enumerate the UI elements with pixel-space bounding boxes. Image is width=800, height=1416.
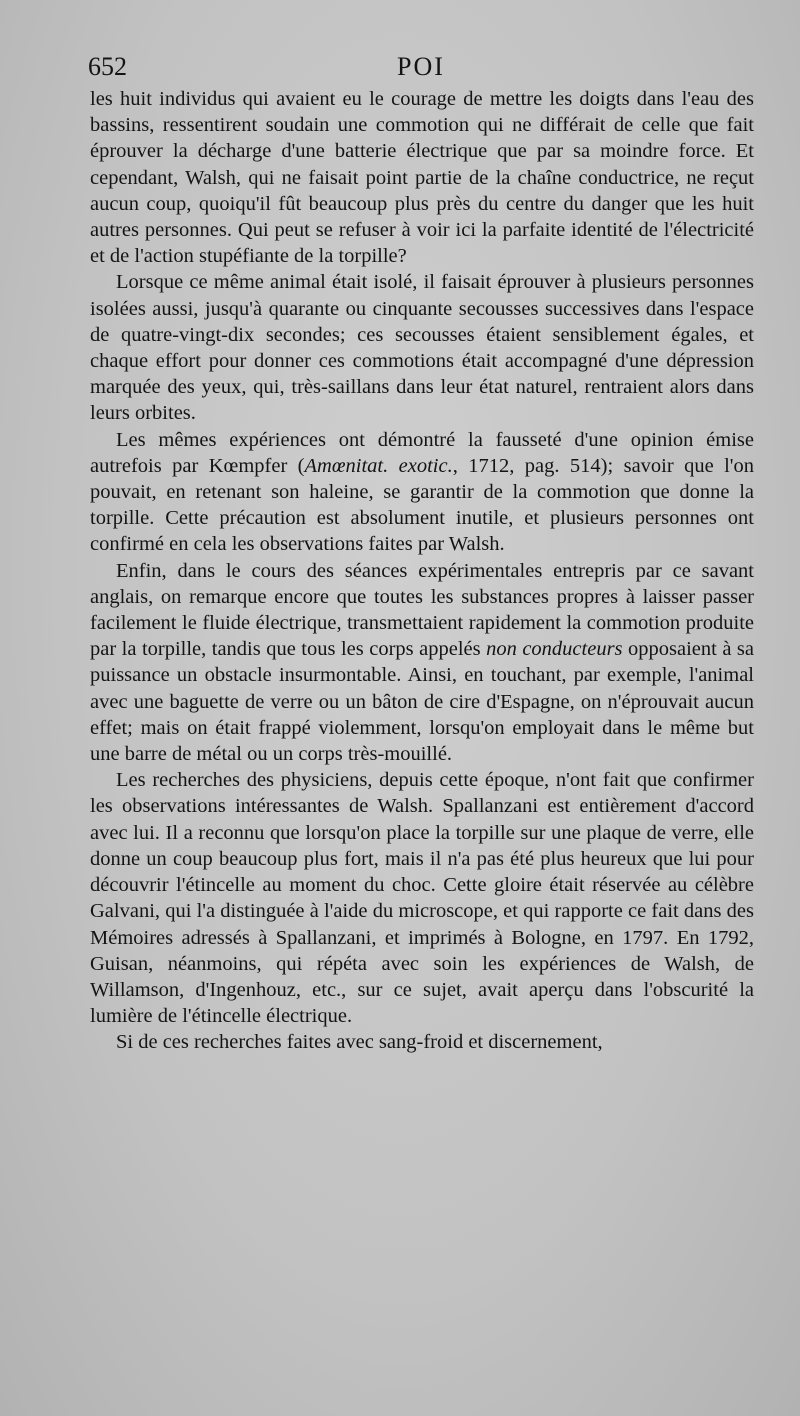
paragraph-4: Enfin, dans le cours des séances expérimentales entrepris par ce savant anglais, on remarque encore que toutes les substances propres à laisser passer facilement le fluide électrique, transmettaient rapidement la commotion produite par la torpille, tandis que tous les corps appelés non conducteurs opposaient à sa puissance un obstacle insurmontable. Ainsi, en touchant, par exemple, l'animal avec une baguette de verre ou un bâton de cire d'Espagne, on n'éprouvait aucun effet; mais on était frappé violemment, lorsqu'on employait dans le même but une barre de métal ou un corps très-mouillé. (90, 559, 754, 766)
citation-title: Amœnitat. exotic. (304, 454, 453, 477)
paragraph-5: Les recherches des physiciens, depuis cette époque, n'ont fait que confirmer les observations intéressantes de Walsh. Spallanzani est entièrement d'accord avec lui. Il a reconnu que lorsqu'on place la torpille sur une plaque de verre, elle donne un coup beaucoup plus fort, mais il n'a pas été plus heureux que lui pour découvrir l'étincelle au moment du choc. Cette gloire était réservée au célèbre Galvani, qui l'a distinguée à l'aide du microscope, et qui rapporte ce fait dans des Mémoires adressés à Spallanzani, et imprimés à Bologne, en 1797. En 1792, Guisan, néanmoins, qui répéta avec soin les expériences de Walsh, de Willamson, d'Ingenhouz, etc., sur ce sujet, avait aperçu dans l'obscurité la lumière de l'étincelle électrique. (90, 769, 754, 1028)
paragraph-1: les huit individus qui avaient eu le courage de mettre les doigts dans l'eau des bassins, ressentirent soudain une commotion qui ne différait de celle que fait éprouver la décharge d'une batterie électrique que par sa moindre force. Et cependant, Walsh, qui ne faisait point partie de la chaîne conductrice, ne reçut aucun coup, quoiqu'il fût beaucoup plus près du centre du danger que les huit autres personnes. Qui peut se refuser à voir ici la parfaite identité de l'électricité et de l'action stupéfiante de la torpille? (90, 88, 754, 268)
paragraph-2: Lorsque ce même animal était isolé, il faisait éprouver à plusieurs personnes isolées aussi, jusqu'à quarante ou cinquante secousses successives dans l'espace de quatre-vingt-dix secondes; ces secousses étaient sensiblement égales, et chaque effort pour donner ces commotions était accompagné d'une dépression marquée des yeux, qui, très-saillans dans leur état naturel, rentraient alors dans leurs orbites. (90, 271, 754, 425)
italic-term: non conducteurs (486, 638, 623, 661)
running-title: POI (397, 52, 445, 81)
paragraph-6: Si de ces recherches faites avec sang-froid et discernement, (116, 1031, 603, 1054)
paragraph-3: Les mêmes expériences ont démontré la fausseté d'une opinion émise autrefois par Kœmpfer (Amœnitat. exotic., 1712, pag. 514); savoir que l'on pouvait, en retenant son haleine, se garantir de la commotion que donne la torpille. Cette précaution est absolument inutile, et plusieurs personnes ont confirmé en cela les observations faites par Walsh. (90, 428, 754, 556)
page-number: 652 (88, 52, 127, 81)
running-head (88, 52, 754, 84)
body-text (90, 86, 754, 1056)
